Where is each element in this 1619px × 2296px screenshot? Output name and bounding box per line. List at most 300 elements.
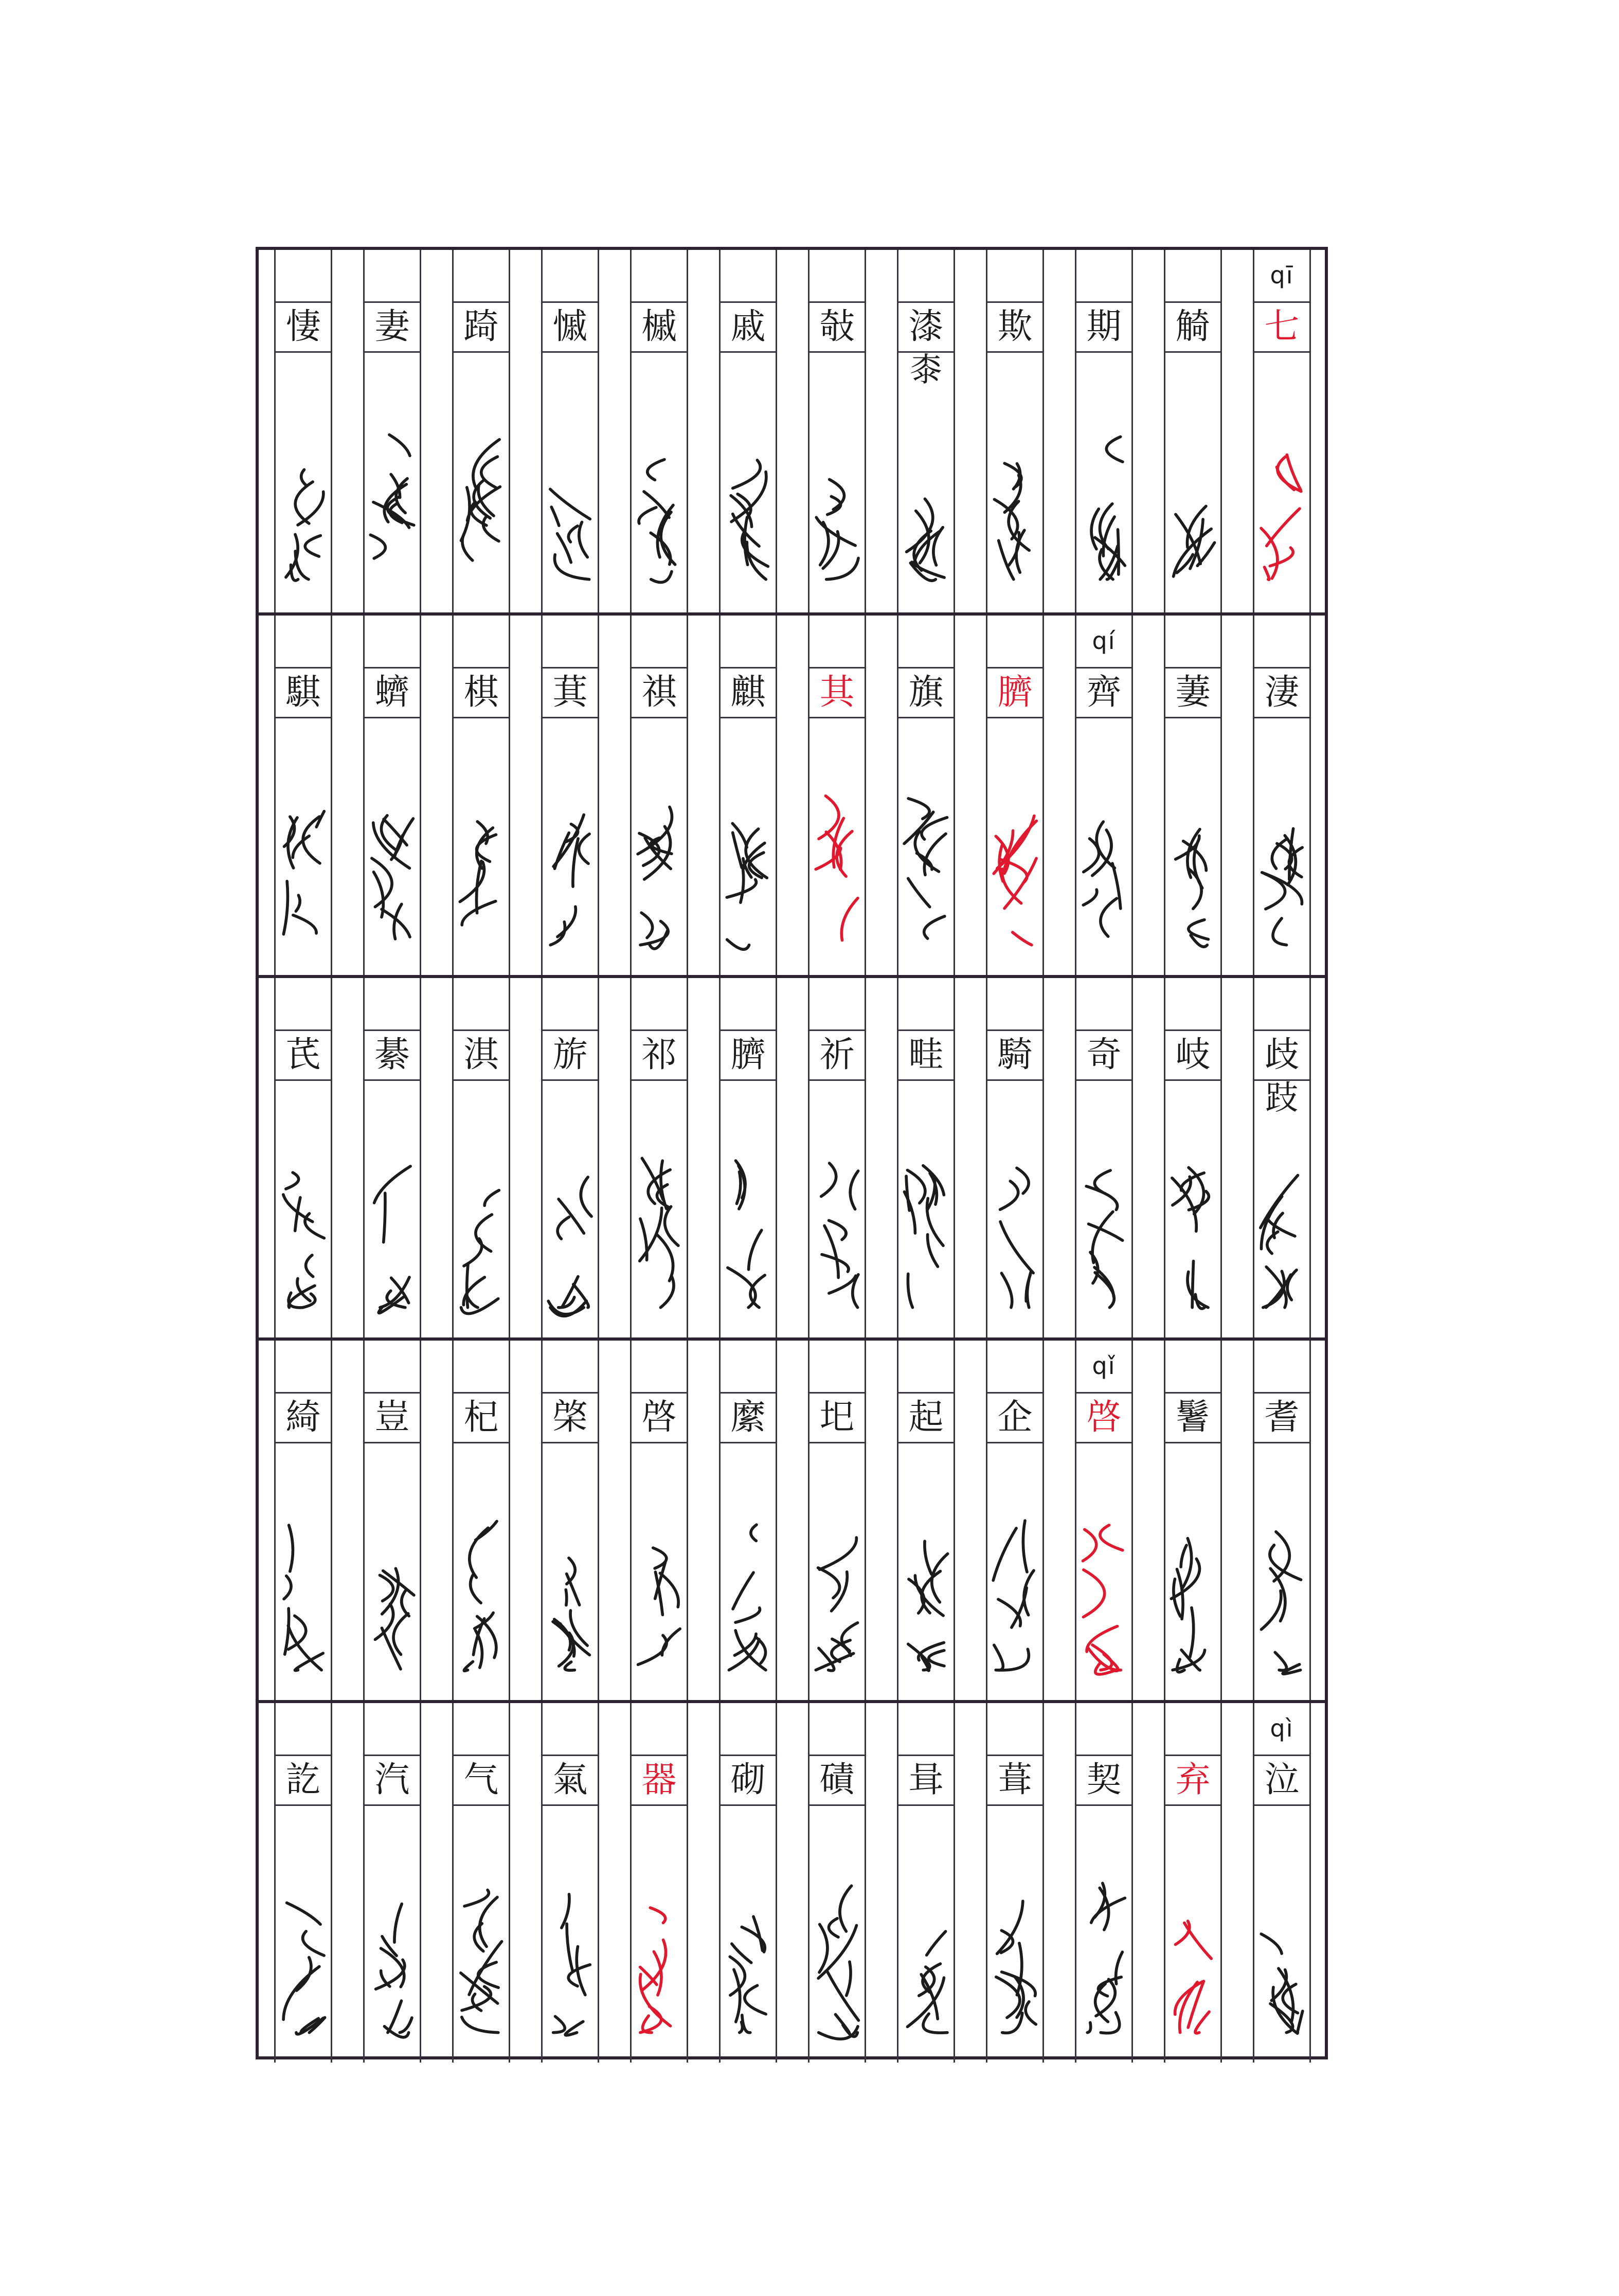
- seal-script-glyph: [1075, 414, 1133, 589]
- seal-script-glyph: [808, 780, 866, 955]
- character-entry: [882, 250, 970, 612]
- headword-box: [541, 1029, 599, 1081]
- headword: 麒: [730, 672, 766, 713]
- character-entry: [793, 978, 882, 1337]
- headword-box: [897, 1392, 955, 1443]
- headword-box: [541, 1392, 599, 1443]
- variant-headword: 桼: [909, 351, 943, 389]
- seal-script-glyph: [363, 780, 421, 955]
- headword-box: [363, 1755, 421, 1806]
- seal-script-glyph: [808, 1143, 866, 1317]
- seal-script-cell: [630, 404, 688, 600]
- headword-box: [630, 1392, 688, 1443]
- headword-box: [719, 1392, 777, 1443]
- character-entry: [793, 250, 882, 612]
- character-entry: [970, 978, 1059, 1337]
- character-entry: [526, 978, 615, 1337]
- character-entry: [704, 1341, 793, 1700]
- headword: 磧: [819, 1760, 855, 1800]
- seal-script-glyph: [630, 780, 688, 955]
- headword-box: [1253, 1029, 1311, 1117]
- character-entry: [1148, 978, 1237, 1337]
- character-entry: [1148, 1341, 1237, 1700]
- character-entry: [259, 250, 348, 612]
- seal-script-glyph: [630, 1143, 688, 1317]
- character-entry: [1237, 1703, 1326, 2063]
- headword: 畦: [908, 1035, 944, 1075]
- character-entry: [259, 1341, 348, 1700]
- seal-script-cell: [719, 404, 777, 600]
- headword: 契: [1086, 1760, 1122, 1800]
- seal-script-glyph: [274, 1868, 332, 2042]
- seal-script-cell: [897, 770, 955, 965]
- character-entry: [437, 250, 526, 612]
- seal-script-cell: [897, 1857, 955, 2053]
- headword-box: [719, 1029, 777, 1081]
- character-entry: [704, 1703, 793, 2063]
- seal-script-glyph: [1075, 780, 1133, 955]
- seal-script-glyph: [274, 414, 332, 589]
- headword-box: [986, 667, 1044, 718]
- headword-box: [541, 667, 599, 718]
- seal-script-cell: [1164, 1857, 1222, 2053]
- seal-script-glyph: [541, 414, 599, 589]
- character-entry: [348, 250, 437, 612]
- headword: 啓: [1086, 1397, 1122, 1438]
- character-entry: [1237, 616, 1326, 975]
- headword: 縻: [730, 1397, 766, 1438]
- headword: 棋: [463, 672, 499, 713]
- seal-script-cell: [897, 1495, 955, 1690]
- headword-box: [1164, 1029, 1222, 1081]
- headword-box: [452, 1392, 510, 1443]
- headword: 觭: [1175, 306, 1211, 347]
- seal-script-cell: [452, 1857, 510, 2053]
- seal-script-glyph: [630, 1505, 688, 1680]
- character-entry: [1237, 250, 1326, 612]
- headword: 臍: [997, 672, 1033, 713]
- headword: 敧: [819, 306, 855, 347]
- character-entry: [526, 616, 615, 975]
- seal-script-glyph: [1164, 414, 1222, 589]
- seal-script-cell: [719, 770, 777, 965]
- seal-script-glyph: [630, 414, 688, 589]
- character-entry: [615, 1341, 704, 1700]
- headword-box: [1075, 1029, 1133, 1081]
- character-entry: [348, 1703, 437, 2063]
- character-entry: [1237, 1341, 1326, 1700]
- seal-script-cell: [630, 1132, 688, 1328]
- headword-box: [986, 1392, 1044, 1443]
- seal-script-cell: [541, 770, 599, 965]
- headword-box: [986, 1029, 1044, 1081]
- seal-script-cell: [630, 1857, 688, 2053]
- headword-box: [363, 667, 421, 718]
- character-entry: [437, 616, 526, 975]
- headword-box: [541, 1755, 599, 1806]
- headword-box: [452, 1029, 510, 1081]
- headword: 臍: [730, 1035, 766, 1075]
- headword: 淇: [463, 1035, 499, 1075]
- character-entry: [615, 1703, 704, 2063]
- headword: 砌: [730, 1760, 766, 1800]
- seal-script-glyph: [452, 1868, 510, 2042]
- headword-box: [897, 1029, 955, 1081]
- headword: 棨: [552, 1397, 588, 1438]
- headword: 悽: [285, 306, 321, 347]
- seal-script-glyph: [719, 1868, 777, 2042]
- headword-box: [808, 301, 866, 353]
- headword-box: [1164, 667, 1222, 718]
- character-entry: [348, 1341, 437, 1700]
- seal-script-cell: [452, 1132, 510, 1328]
- headword: 器: [641, 1760, 677, 1800]
- character-entry: [704, 616, 793, 975]
- seal-script-cell: [541, 404, 599, 600]
- seal-script-glyph: [1164, 1505, 1222, 1680]
- seal-script-cell: [452, 1495, 510, 1690]
- headword: 泣: [1264, 1760, 1300, 1800]
- seal-script-glyph: [1164, 1143, 1222, 1317]
- seal-script-cell: [363, 1857, 421, 2053]
- table-row: [259, 975, 1325, 1337]
- headword-box: [630, 667, 688, 718]
- seal-script-cell: [986, 1857, 1044, 2053]
- seal-script-glyph: [897, 1505, 955, 1680]
- seal-script-glyph: [363, 1505, 421, 1680]
- headword: 咠: [908, 1760, 944, 1800]
- variant-headword: 跂: [1265, 1079, 1299, 1117]
- seal-script-glyph: [897, 414, 955, 589]
- character-entry: [259, 978, 348, 1337]
- seal-script-glyph: [274, 1143, 332, 1317]
- headword-box: [1253, 1392, 1311, 1443]
- seal-script-glyph: [808, 1505, 866, 1680]
- headword-box: [1253, 667, 1311, 718]
- character-entry: [1059, 1703, 1148, 2063]
- seal-script-glyph: [1075, 1505, 1133, 1680]
- headword-box: [541, 301, 599, 353]
- character-entry: [1059, 978, 1148, 1337]
- headword: 萋: [1175, 672, 1211, 713]
- character-entry: [1148, 250, 1237, 612]
- headword-box: [1164, 301, 1222, 353]
- headword: 欺: [997, 306, 1033, 347]
- character-entry: [882, 1341, 970, 1700]
- headword-box: [630, 1029, 688, 1081]
- headword: 啓: [641, 1397, 677, 1438]
- headword: 騏: [285, 672, 321, 713]
- headword-box: [897, 1755, 955, 1806]
- headword-box: [1075, 301, 1133, 353]
- headword: 期: [1086, 306, 1122, 347]
- seal-script-glyph: [452, 414, 510, 589]
- seal-script-cell: [541, 1495, 599, 1690]
- seal-script-cell: [363, 1495, 421, 1690]
- headword: 气: [463, 1760, 499, 1800]
- headword: 淒: [1264, 672, 1300, 713]
- seal-script-glyph: [541, 1505, 599, 1680]
- seal-script-glyph: [1164, 780, 1222, 955]
- headword-box: [986, 301, 1044, 353]
- pinyin-marker: qì: [1270, 1714, 1294, 1742]
- character-entry: [970, 1341, 1059, 1700]
- character-entry: [348, 978, 437, 1337]
- pinyin-marker: qǐ: [1092, 1352, 1116, 1380]
- character-entry: [970, 1703, 1059, 2063]
- seal-script-cell: [274, 1132, 332, 1328]
- seal-script-cell: [363, 1132, 421, 1328]
- headword-box: [274, 1392, 332, 1443]
- character-entry: [615, 616, 704, 975]
- headword: 芪: [285, 1035, 321, 1075]
- seal-script-glyph: [1253, 1505, 1311, 1680]
- seal-script-cell: [808, 770, 866, 965]
- headword: 圯: [819, 1397, 855, 1438]
- headword-box: [452, 1755, 510, 1806]
- headword: 弃: [1175, 1760, 1211, 1800]
- seal-script-cell: [1164, 404, 1222, 600]
- seal-script-cell: [719, 1495, 777, 1690]
- seal-script-glyph: [808, 414, 866, 589]
- headword: 歧: [1264, 1035, 1300, 1075]
- seal-script-cell: [719, 1132, 777, 1328]
- headword-box: [719, 1755, 777, 1806]
- seal-script-glyph: [1253, 780, 1311, 955]
- seal-script-cell: [452, 770, 510, 965]
- seal-script-cell: [274, 1495, 332, 1690]
- character-entry: [1237, 978, 1326, 1337]
- headword-box: [452, 667, 510, 718]
- seal-script-glyph: [1253, 414, 1311, 589]
- seal-script-cell: [1253, 1857, 1311, 2053]
- character-entry: [793, 1341, 882, 1700]
- seal-script-cell: [986, 404, 1044, 600]
- character-entry: [704, 978, 793, 1337]
- headword: 奇: [1086, 1035, 1122, 1075]
- headword: 旂: [552, 1035, 588, 1075]
- seal-script-glyph: [452, 780, 510, 955]
- seal-script-cell: [630, 1495, 688, 1690]
- seal-script-glyph: [541, 1868, 599, 2042]
- seal-script-glyph: [897, 1143, 955, 1317]
- headword: 妻: [374, 306, 410, 347]
- seal-script-glyph: [1253, 1868, 1311, 2042]
- seal-script-glyph: [1075, 1868, 1133, 2042]
- character-entry: [437, 1341, 526, 1700]
- headword-box: [897, 301, 955, 389]
- headword: 豈: [374, 1397, 410, 1438]
- headword-box: [1164, 1392, 1222, 1443]
- character-entry: [704, 250, 793, 612]
- seal-script-glyph: [541, 780, 599, 955]
- seal-script-cell: [1253, 1495, 1311, 1690]
- seal-script-glyph: [363, 1143, 421, 1317]
- seal-script-glyph: [897, 1868, 955, 2042]
- seal-script-glyph: [808, 1868, 866, 2042]
- headword: 汽: [374, 1760, 410, 1800]
- seal-script-cell: [986, 1495, 1044, 1690]
- headword-box: [808, 1392, 866, 1443]
- character-entry: [1148, 1703, 1237, 2063]
- seal-script-cell: [1164, 1132, 1222, 1328]
- seal-script-glyph: [986, 1143, 1044, 1317]
- headword: 槭: [641, 306, 677, 347]
- character-entry: [348, 616, 437, 975]
- seal-script-cell: [1164, 770, 1222, 965]
- seal-script-cell: [363, 404, 421, 600]
- character-entry: [1059, 250, 1148, 612]
- headword: 其: [819, 672, 855, 713]
- headword-box: [363, 1029, 421, 1081]
- headword: 綺: [285, 1397, 321, 1438]
- headword-box: [719, 301, 777, 353]
- seal-script-glyph: [986, 414, 1044, 589]
- seal-script-glyph: [897, 780, 955, 955]
- character-entry: [793, 1703, 882, 2063]
- seal-script-glyph: [363, 414, 421, 589]
- seal-script-glyph: [274, 1505, 332, 1680]
- seal-script-cell: [1164, 1495, 1222, 1690]
- seal-script-cell: [1253, 404, 1311, 600]
- seal-script-cell: [363, 770, 421, 965]
- headword: 訖: [285, 1760, 321, 1800]
- character-entry: [615, 250, 704, 612]
- headword: 氣: [552, 1760, 588, 1800]
- character-entry: [970, 250, 1059, 612]
- seal-script-cell: [452, 404, 510, 600]
- seal-script-cell: [1075, 404, 1133, 600]
- seal-script-cell: [897, 404, 955, 600]
- seal-script-cell: [274, 1857, 332, 2053]
- seal-script-glyph: [986, 1505, 1044, 1680]
- headword-box: [986, 1755, 1044, 1806]
- seal-script-cell: [274, 404, 332, 600]
- headword-box: [1253, 301, 1311, 353]
- character-entry: [1059, 1341, 1148, 1700]
- character-table: [256, 247, 1328, 2059]
- headword-box: [274, 1029, 332, 1081]
- character-entry: [526, 1703, 615, 2063]
- headword: 綦: [374, 1035, 410, 1075]
- headword: 慽: [552, 306, 588, 347]
- seal-script-glyph: [719, 1505, 777, 1680]
- headword-box: [363, 301, 421, 353]
- headword-box: [274, 301, 332, 353]
- character-entry: [793, 616, 882, 975]
- seal-script-glyph: [719, 414, 777, 589]
- headword: 七: [1264, 306, 1300, 347]
- headword-box: [808, 667, 866, 718]
- table-row: [259, 612, 1325, 975]
- seal-script-cell: [541, 1132, 599, 1328]
- seal-script-cell: [1075, 1495, 1133, 1690]
- headword: 戚: [730, 306, 766, 347]
- character-entry: [437, 978, 526, 1337]
- headword: 企: [997, 1397, 1033, 1438]
- character-entry: [526, 1341, 615, 1700]
- seal-script-cell: [274, 770, 332, 965]
- seal-script-glyph: [363, 1868, 421, 2042]
- headword: 鬐: [1175, 1397, 1211, 1438]
- character-entry: [615, 978, 704, 1337]
- headword: 萁: [552, 672, 588, 713]
- seal-script-cell: [808, 404, 866, 600]
- seal-script-cell: [808, 1857, 866, 2053]
- headword-box: [452, 301, 510, 353]
- seal-script-cell: [897, 1132, 955, 1328]
- character-entry: [1059, 616, 1148, 975]
- seal-script-cell: [986, 1132, 1044, 1328]
- seal-script-glyph: [541, 1143, 599, 1317]
- seal-script-cell: [1075, 770, 1133, 965]
- headword-box: [897, 667, 955, 718]
- headword: 踦: [463, 306, 499, 347]
- headword-box: [274, 1755, 332, 1806]
- headword-box: [808, 1755, 866, 1806]
- seal-script-cell: [719, 1857, 777, 2053]
- headword: 齊: [1086, 672, 1122, 713]
- character-entry: [526, 250, 615, 612]
- headword: 耆: [1264, 1397, 1300, 1438]
- headword-box: [630, 1755, 688, 1806]
- headword-box: [1164, 1755, 1222, 1806]
- headword: 漆: [908, 306, 944, 347]
- seal-script-glyph: [1253, 1143, 1311, 1317]
- pinyin-marker: qī: [1270, 261, 1294, 289]
- headword: 旗: [908, 672, 944, 713]
- seal-script-cell: [808, 1132, 866, 1328]
- seal-script-glyph: [719, 1143, 777, 1317]
- seal-script-cell: [1253, 1132, 1311, 1328]
- seal-script-cell: [1253, 770, 1311, 965]
- headword-box: [274, 667, 332, 718]
- headword-box: [719, 667, 777, 718]
- headword-box: [1075, 1755, 1133, 1806]
- table-row: [259, 1700, 1325, 2063]
- character-entry: [882, 978, 970, 1337]
- headword: 祈: [819, 1035, 855, 1075]
- seal-script-glyph: [630, 1868, 688, 2042]
- headword-box: [630, 301, 688, 353]
- table-row: [259, 1337, 1325, 1700]
- character-entry: [882, 616, 970, 975]
- headword: 騎: [997, 1035, 1033, 1075]
- headword-box: [1075, 667, 1133, 718]
- headword-box: [1253, 1755, 1311, 1806]
- seal-script-glyph: [274, 780, 332, 955]
- seal-script-glyph: [1075, 1143, 1133, 1317]
- seal-script-cell: [1075, 1857, 1133, 2053]
- headword: 岐: [1175, 1035, 1211, 1075]
- seal-script-glyph: [986, 780, 1044, 955]
- headword-box: [363, 1392, 421, 1443]
- character-entry: [1148, 616, 1237, 975]
- seal-script-glyph: [452, 1143, 510, 1317]
- headword: 祁: [641, 1035, 677, 1075]
- headword: 杞: [463, 1397, 499, 1438]
- pinyin-marker: qí: [1092, 627, 1116, 655]
- character-entry: [970, 616, 1059, 975]
- headword: 葺: [997, 1760, 1033, 1800]
- character-entry: [259, 1703, 348, 2063]
- seal-script-glyph: [986, 1868, 1044, 2042]
- character-entry: [437, 1703, 526, 2063]
- character-entry: [259, 616, 348, 975]
- seal-script-glyph: [452, 1505, 510, 1680]
- headword: 祺: [641, 672, 677, 713]
- table-row: [259, 250, 1325, 612]
